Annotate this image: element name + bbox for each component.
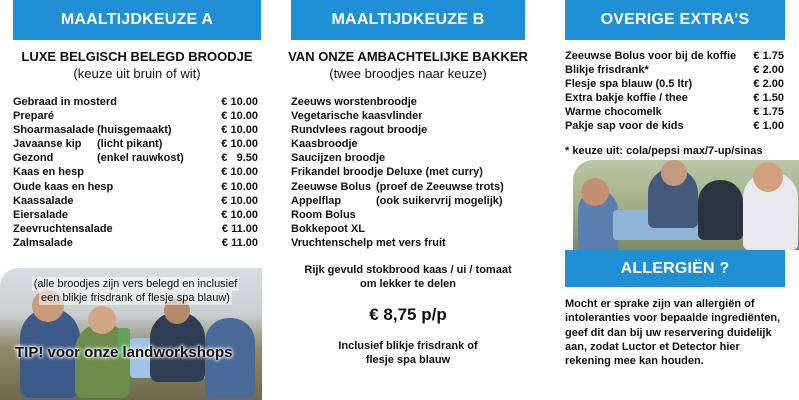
allergy-line: geef dit dan bij uw reservering duidelijk [565,326,772,339]
item-price: € 1.00 [753,120,784,133]
allergy-line: intoleranties voor bepaalde ingrediënten, [565,312,781,325]
extra-row [565,119,784,133]
bakery-row [291,236,526,250]
menu-row [13,194,258,208]
menu-row [13,137,258,151]
item-note: (enkel rauwkost) [97,152,184,165]
item-name: Vruchtenschelp met vers fruit [291,236,446,249]
item-name: Blikje frisdrank* [565,64,649,77]
item-name: Room Bolus [291,208,356,221]
col-b-title-block [283,48,533,82]
extra-row [565,49,784,63]
item-name: Vegetarische kaasvlinder [291,110,423,123]
item-price: € 9.50 [221,152,258,165]
col-b-extra-line2: om lekker te delen [360,278,456,290]
col-b-menu-list [291,95,526,250]
item-name: Bokkepoot XL [291,222,365,235]
item-price: € 10.00 [221,138,258,151]
item-name: Oude kaas en hesp [13,180,114,193]
item-name: Kaas en hesp [13,166,84,179]
tip-text: TIP! voor onze landworkshops [15,344,233,361]
item-name: Appelflap [291,194,342,207]
col-b-title: VAN ONZE AMBACHTELIJKE BAKKER [288,49,528,64]
item-price: € 1.75 [753,106,784,119]
menu-row [13,109,258,123]
item-name: Kaassalade [13,194,74,207]
header-overige-extras: OVERIGE EXTRA’S [565,0,785,40]
item-name: Warme chocomelk [565,106,662,119]
menu-row [13,180,258,194]
item-price: € 11.00 [221,222,258,235]
allergy-line: rekening mee kan houden. [565,355,704,368]
item-price: € 1.50 [753,92,784,105]
bakery-row [291,222,526,236]
item-price: € 10.00 [221,110,258,123]
item-name: Kaasbroodje [291,138,358,151]
col-a-menu-list [13,95,258,250]
item-name: Zeevruchtensalade [13,222,113,235]
bakery-row [291,137,526,151]
bakery-row [291,180,526,194]
col-b-price: € 8,75 p/p [369,305,447,324]
col-b-subtitle: (twee broodjes naar keuze) [329,66,487,81]
col-b-extra [283,263,533,291]
allergy-line: Mocht er sprake zijn van allergiën of [565,298,755,310]
header-maaltijdkeuze-a: MAALTIJDKEUZE A [13,0,261,40]
item-price: € 11.00 [221,236,258,249]
bakery-row [291,208,526,222]
item-price: € 10.00 [221,124,258,137]
item-name: Flesje spa blauw (0.5 ltr) [565,78,693,91]
allergy-text [565,297,780,368]
col-a-title-block [13,48,261,82]
col-b-incl-line1: Inclusief blikje frisdrank of [338,340,478,352]
bakery-row [291,151,526,165]
item-note: (huisgemaakt) [97,124,172,137]
menu-row [13,222,258,236]
item-name: Saucijzen broodje [291,152,386,165]
bakery-row [291,165,526,179]
header-allergien: ALLERGIËN ? [565,250,785,287]
item-note: (proef de Zeeuwse trots) [376,180,504,193]
item-price: € 10.00 [221,208,258,221]
col-b-inclusive [283,339,533,367]
item-note: (licht pikant) [97,138,163,151]
item-name: Frikandel broodje Deluxe (met curry) [291,166,483,179]
extra-row [565,105,784,119]
item-price: € 10.00 [221,180,258,193]
header-maaltijdkeuze-b: MAALTIJDKEUZE B [291,0,525,40]
item-name: Preparé [13,110,54,123]
extra-row [565,77,784,91]
menu-row [13,165,258,179]
col-a-footnote [13,277,258,305]
item-price: € 1.75 [753,50,784,62]
item-name: Javaanse kip [13,138,82,151]
col-c-extras-list [565,49,784,134]
allergy-line: aan, zodat Luctor et Detector hier [565,340,740,353]
item-name: Gebraad in mosterd [13,96,117,108]
item-name: Zalmsalade [13,236,73,249]
picnic-photo [573,160,799,250]
col-a-subtitle: (keuze uit bruin of wit) [73,66,201,81]
extra-row [565,91,784,105]
item-price: € 2.00 [753,78,784,91]
col-a-footnote-line2: een blikje frisdrank of flesje spa blauw) [41,292,230,304]
menu-row [13,151,258,165]
item-price: € 10.00 [221,96,258,108]
menu-row [13,95,258,109]
item-name: Pakje sap voor de kids [565,120,684,133]
col-a-footnote-line1: (alle broodjes zijn vers belegd en inclusief [33,278,238,290]
item-name: Gezond [13,152,54,165]
item-name: Eiersalade [13,208,69,221]
item-name: Extra bakje koffie / thee [565,92,688,105]
menu-row [13,208,258,222]
col-a-title: LUXE BELGISCH BELEGD BROODJE [21,49,253,64]
menu-row [13,236,258,250]
bakery-row [291,95,526,109]
col-b-incl-line2: flesje spa blauw [365,354,451,366]
menu-row [13,123,258,137]
item-name: Zeeuws worstenbroodje [291,96,417,108]
bakery-row [291,123,526,137]
item-name: Rundvlees ragout broodje [291,124,428,137]
item-name: Shoarmasalade [13,124,95,137]
item-price: € 10.00 [221,166,258,179]
item-note: (ook suikervrij mogelijk) [376,194,503,207]
bakery-row [291,109,526,123]
bakery-row [291,194,526,208]
col-b-extra-line1: Rijk gevuld stokbrood kaas / ui / tomaat [304,264,512,276]
col-c-footnote: * keuze uit: cola/pepsi max/7-up/sinas [565,145,763,157]
item-price: € 10.00 [221,194,258,207]
extra-row [565,63,784,77]
item-name: Zeeuwse Bolus voor bij de koffie [565,50,737,62]
item-price: € 2.00 [753,64,784,77]
item-name: Zeeuwse Bolus [291,180,372,193]
